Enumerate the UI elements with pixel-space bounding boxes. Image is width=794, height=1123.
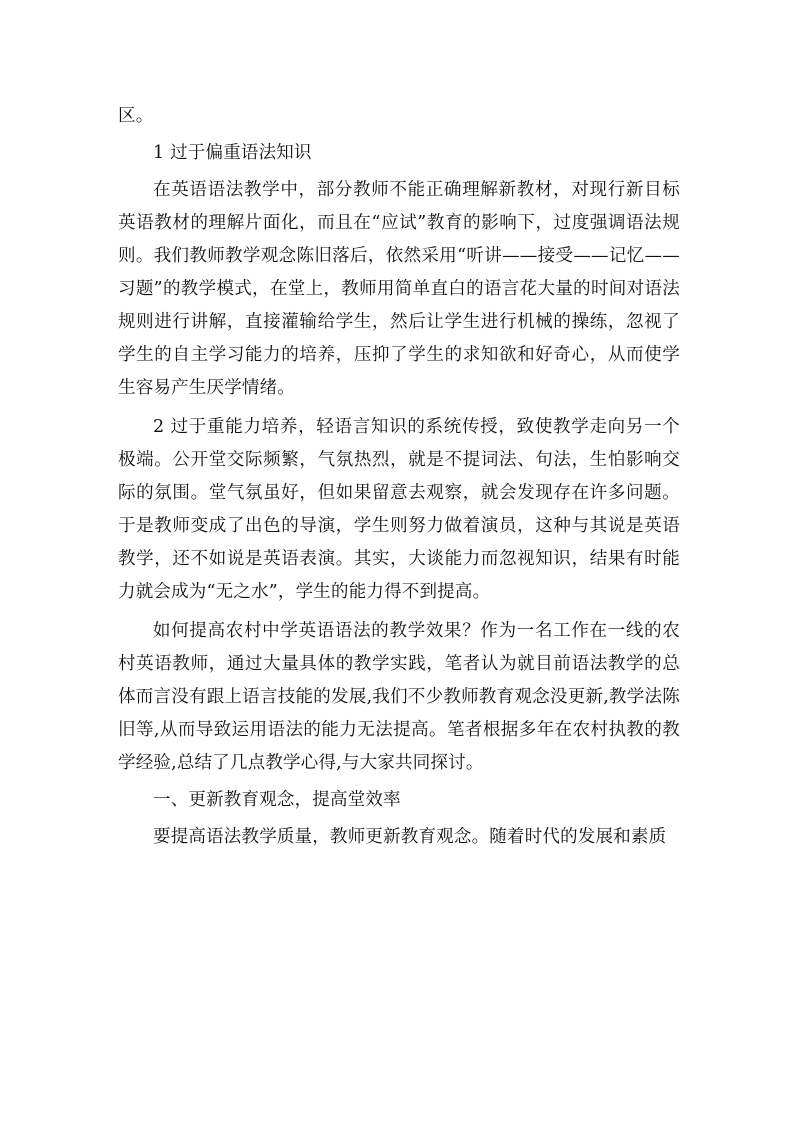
paragraph-2: 2 过于重能力培养，轻语言知识的系统传授，致使教学走向另一个极端。公开堂交际频繁，气氛热烈，就是不提词法、句法，生怕影响交际的氛围。堂气氛虽好，但如果留意去观察，就会发现存在许多问题。于是教师变成了出色的导演，学生则努力做着演员，这种与其说是英语教学，还不如说是英语表演。其实，大谈能力而忽视知识，结果有时能力就会成为“无之水”，学生的能力得不到提高。 — [118, 417, 680, 602]
paragraph-1: 在英语语法教学中，部分教师不能正确理解新教材，对现行新目标英语教材的理解片面化，而且在“应试”教育的影响下，过度强调语法规则。我们教师教学观念陈旧落后，依然采用“听讲——接受——记忆——习题”的教学模式，在堂上，教师用简单直白的语言花大量的时间对语法规则进行讲解，直接灌输给学生，然后让学生进行机械的操练，忽视了学生的自主学习能力的培养，压抑了学生的求知欲和好奇心，从而使学生容易产生厌学情绪。 — [118, 180, 680, 398]
document-body — [118, 100, 680, 854]
paragraph-4: 要提高语法教学质量，教师更新教育观念。随着时代的发展和素质 — [153, 827, 667, 847]
section-heading-1: 1 过于偏重语法知识 — [153, 143, 312, 163]
paragraph-3: 如何提高农村中学英语语法的教学效果？作为一名工作在一线的农村英语教师，通过大量具体的教学实践，笔者认为就目前语法教学的总体而言没有跟上语言技能的发展,我们不少教师教育观念没更新,教学法陈旧等,从而导致运用语法的能力无法提高。笔者根据多年在农村执教的教学经验,总结了几点教学心得,与大家共同探讨。 — [118, 621, 680, 773]
section-heading-2: 一、更新教育观念，提高堂效率 — [153, 790, 401, 810]
paragraph-fragment: 区。 — [118, 106, 154, 126]
